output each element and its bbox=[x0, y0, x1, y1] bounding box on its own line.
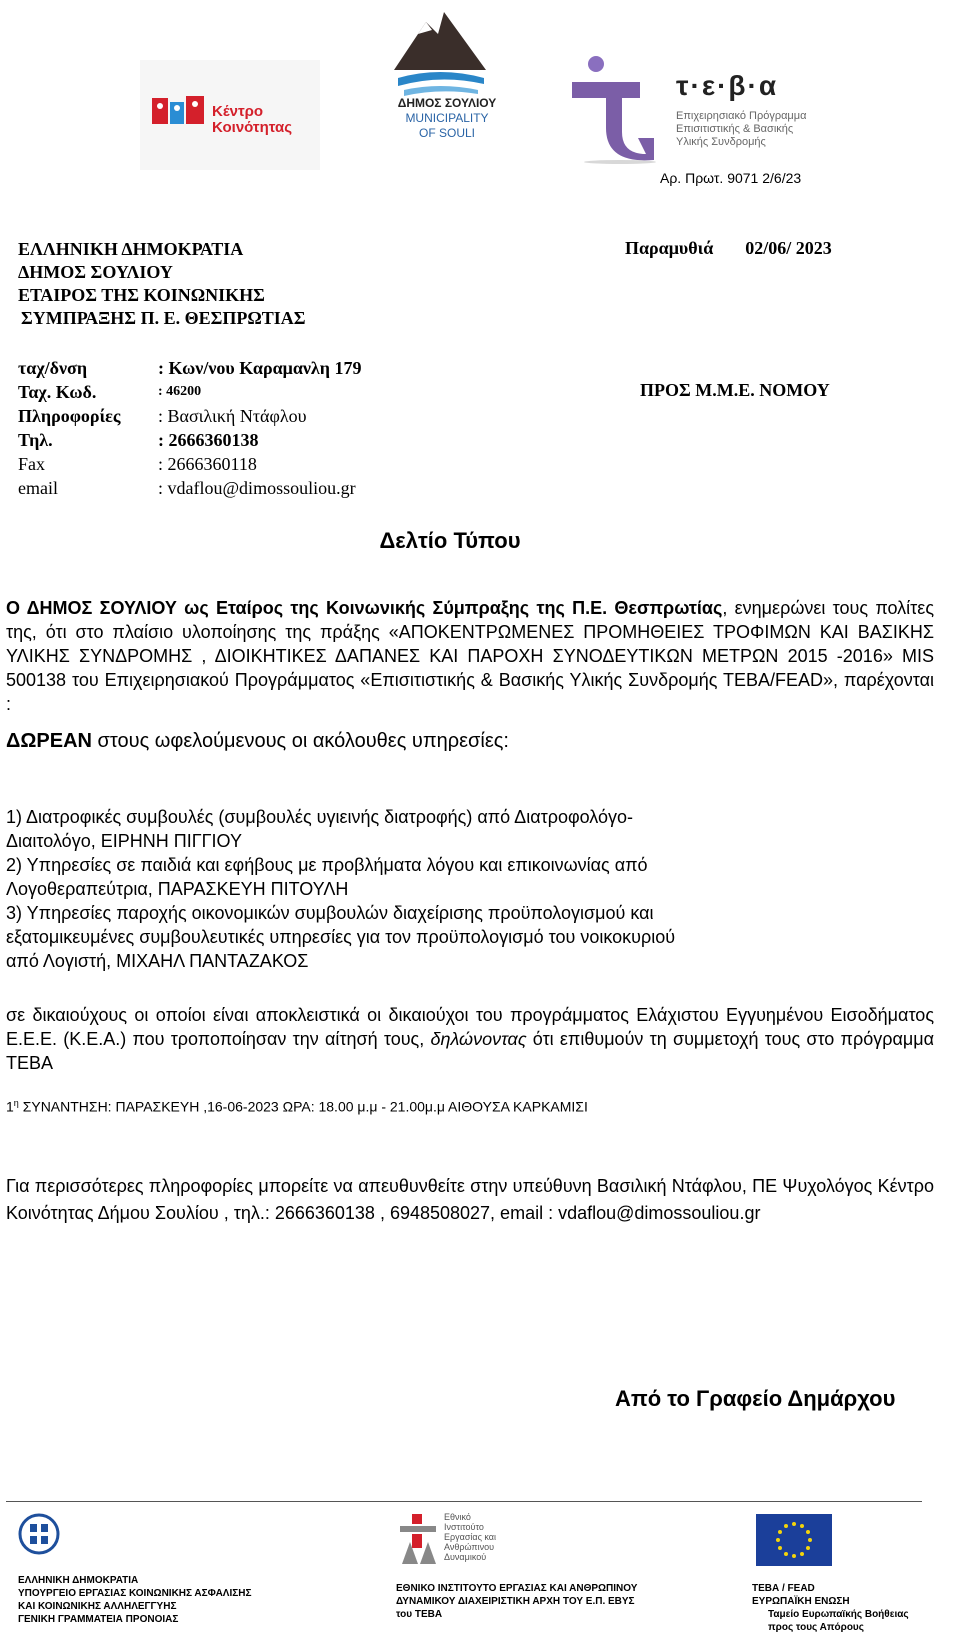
teva-subtitle bbox=[676, 110, 806, 149]
contact-value: : 2666360138 bbox=[158, 430, 259, 450]
eligibility-after: ότι επιθυμούν τη συμμετοχή τους στο πρόγραμμα ΤΕΒΑ bbox=[6, 1029, 935, 1073]
intro-rest: , ενημερώνει τους πολίτες της, ότι στο πλαίσιο υλοποίησης της πράξης «ΑΠΟΚΕΝΤΡΩΜΕΝΕΣ ΠΡΟΜΗΘΕΙΕΣ ΤΡΟΦΙΜΩΝ ΚΑΙ ΒΑΣΙΚΗΣ ΥΛΙΚΗΣ ΣΥΝΔΡΟΜΗΣ , ΔΙΟΙΚΗΤΙΚΕΣ ΔΑΠΑΝΕΣ ΚΑΙ ΠΑΡΟΧΗ ΣΥΝΟΔΕΥΤΙΚΩΝ ΜΕΤΡΩΝ 2015 -2016» MIS 500138 του Επιχειρησιακού Προγράμματος «Επισιτιστικής & Βασικής Υλικής Συνδρομής ΤΕΒΑ/FEAD», παρέχονται : bbox=[6, 598, 934, 714]
kentro-koinotitas-text bbox=[212, 104, 292, 136]
sender-line-4: ΣΥΜΠΡΑΞΗΣ Π. Ε. ΘΕΣΠΡΩΤΙΑΣ bbox=[21, 308, 306, 328]
sender-line-3: ΕΤΑΙΡΟΣ ΤΗΣ ΚΟΙΝΩΝΙΚΗΣ bbox=[18, 285, 265, 305]
teva-sub-line-3: Υλικής Συνδρομής bbox=[676, 136, 766, 148]
meeting-info bbox=[6, 1098, 588, 1115]
footer-right-line: ΕΥΡΩΠΑΪΚΗ ΕΝΩΣΗ bbox=[752, 1596, 850, 1607]
meeting-sup: η bbox=[13, 1098, 19, 1108]
info-paragraph: Για περισσότερες πληροφορίες μπορείτε να απευθυνθείτε στην υπεύθυνη Βασιλική Ντάφλου, ΠΕ Ψυχολόγος Κέντρο Κοινότητας Δήμου Σουλίου , τηλ.: 2666360138 , 6948508027, email : vdaflou@dimossouliou.gr bbox=[6, 1176, 934, 1223]
contact-value: : 2666360118 bbox=[158, 454, 257, 474]
contact-value: : Κων/νου Καραμανλη 179 bbox=[158, 358, 362, 378]
contact-label: Fax bbox=[18, 454, 45, 474]
footer-right-line: ΤΕΒΑ / FEAD bbox=[752, 1583, 815, 1594]
intro-bold: Ο ΔΗΜΟΣ ΣΟΥΛΙΟΥ ως Εταίρος της Κοινωνικής Σύμπραξης της Π.Ε. Θεσπρωτίας bbox=[6, 598, 723, 618]
teva-name: τ·ε·β·α bbox=[676, 70, 779, 101]
eligibility-paragraph bbox=[6, 1003, 934, 1075]
kentro-line-2: Κοινότητας bbox=[212, 119, 293, 136]
kentro-koinotitas-logo bbox=[150, 92, 208, 128]
eiead-line: Εργασίας και bbox=[444, 1532, 497, 1542]
eiead-logo-text bbox=[444, 1512, 496, 1562]
footer-mid-line: ΔΥΝΑΜΙΚΟΥ ΔΙΑΧΕΙΡΙΣΤΙΚΗ ΑΡΧΗ ΤΟΥ Ε.Π. ΕΒΥΣ bbox=[396, 1596, 635, 1607]
service-line: Διαιτολόγο, ΕΙΡΗΝΗ ΠΙΓΓΙΟΥ bbox=[6, 831, 242, 851]
footer-institute bbox=[396, 1582, 637, 1621]
footer-left-line: ΚΑΙ ΚΟΙΝΩΝΙΚΗΣ ΑΛΛΗΛΕΓΓΥΗΣ bbox=[18, 1601, 177, 1612]
services-list bbox=[6, 805, 906, 973]
eiead-line: Ινστιτούτο bbox=[444, 1522, 484, 1532]
dimos-souliou-logo-text bbox=[392, 96, 502, 141]
free-bold: ΔΩΡΕΑΝ bbox=[6, 730, 92, 752]
contact-value: : 46200 bbox=[158, 384, 202, 399]
footer-right-sub: προς τους Απόρους bbox=[768, 1622, 864, 1633]
service-item bbox=[6, 901, 906, 973]
footer-left-line: ΓΕΝΙΚΗ ΓΡΑΜΜΑΤΕΙΑ ΠΡΟΝΟΙΑΣ bbox=[18, 1614, 179, 1625]
recipient: ΠΡΟΣ Μ.Μ.Ε. ΝΟΜΟΥ bbox=[640, 380, 830, 400]
contact-label: Τηλ. bbox=[18, 430, 53, 450]
document-title: Δελτίο Τύπου bbox=[379, 528, 521, 553]
contact-label: email bbox=[18, 478, 58, 498]
service-item bbox=[6, 805, 906, 853]
sender-line-2: ΔΗΜΟΣ ΣΟΥΛΙΟΥ bbox=[18, 262, 173, 282]
footer-left-line: ΥΠΟΥΡΓΕΙΟ ΕΡΓΑΣΙΑΣ ΚΟΙΝΩΝΙΚΗΣ ΑΣΦΑΛΙΣΗΣ bbox=[18, 1588, 252, 1599]
free-services-heading bbox=[6, 730, 509, 753]
meeting-text: ΣΥΝΑΝΤΗΣΗ: ΠΑΡΑΣΚΕΥΗ ,16-06-2023 ΩΡΑ: 18.00 μ.μ - 21.00μ.μ ΑΙΘΟΥΣΑ ΚΑΡΚΑΜΙΣΙ bbox=[18, 1098, 588, 1115]
service-line: 2) Υπηρεσίες σε παιδιά και εφήβους με προβλήματα λόγου και επικοινωνίας από bbox=[6, 855, 648, 875]
teva-figure-logo bbox=[570, 52, 670, 164]
sender-line-1: ΕΛΛΗΝΙΚΗ ΔΗΜΟΚΡΑΤΙΑ bbox=[18, 239, 244, 259]
sender-header bbox=[18, 238, 306, 330]
service-line: Λογοθεραπεύτρια, ΠΑΡΑΣΚΕΥΗ ΠΙΤΟΥΛΗ bbox=[6, 879, 349, 899]
greek-coat-of-arms bbox=[18, 1512, 60, 1556]
meeting-num: 1 bbox=[6, 1098, 14, 1115]
intro-paragraph bbox=[6, 596, 934, 716]
place-date bbox=[625, 238, 832, 259]
footer-right-sub: Ταμείο Ευρωπαϊκής Βοήθειας bbox=[768, 1609, 909, 1620]
dimos-line-3: OF SOULI bbox=[418, 126, 475, 140]
footer-left-line: ΕΛΛΗΝΙΚΗ ΔΗΜΟΚΡΑΤΙΑ bbox=[18, 1575, 139, 1586]
service-item bbox=[6, 853, 906, 901]
footer-mid-line: ΕΘΝΙΚΟ ΙΝΣΤΙΤΟΥΤΟ ΕΡΓΑΣΙΑΣ ΚΑΙ ΑΝΘΡΩΠΙΝΟΥ bbox=[396, 1583, 638, 1594]
place: Παραμυθιά bbox=[625, 238, 714, 258]
contact-value: : Βασιλική Ντάφλου bbox=[158, 406, 307, 426]
dimos-line-2: MUNICIPALITY bbox=[405, 111, 489, 125]
eligibility-italic: δηλώνοντας bbox=[430, 1029, 527, 1049]
protocol-number: Αρ. Πρωτ. 9071 2/6/23 bbox=[660, 170, 802, 186]
footer-ministry bbox=[18, 1574, 251, 1626]
footer-divider bbox=[6, 1501, 922, 1502]
contact-label: Ταχ. Κωδ. bbox=[18, 382, 97, 402]
eiead-line: Δυναμικού bbox=[444, 1552, 487, 1562]
signoff: Από το Γραφείο Δημάρχου bbox=[615, 1386, 896, 1411]
eiead-line: Ανθρώπινου bbox=[444, 1542, 495, 1552]
contact-label: ταχ/δνση bbox=[18, 358, 88, 378]
service-line: 3) Υπηρεσίες παροχής οικονομικών συμβουλών διαχείρισης προϋπολογισμού και bbox=[6, 903, 654, 923]
date: 02/06/ 2023 bbox=[745, 238, 832, 258]
service-line: από Λογιστή, ΜΙΧΑΗΛ ΠΑΝΤΑΖΑΚΟΣ bbox=[6, 951, 309, 971]
free-rest: στους ωφελούμενους οι ακόλουθες υπηρεσίες: bbox=[91, 730, 509, 752]
footer-mid-line: του ΤΕΒΑ bbox=[396, 1609, 443, 1620]
footer-eu bbox=[752, 1582, 909, 1634]
teva-sub-line-1: Επιχειρησιακό Πρόγραμμα bbox=[676, 110, 807, 122]
teva-sub-line-2: Επισιτιστικής & Βασικής bbox=[676, 123, 794, 135]
mountain-logo bbox=[392, 8, 488, 98]
eiead-logo bbox=[398, 1512, 442, 1566]
eiead-line: Εθνικό bbox=[444, 1512, 471, 1522]
service-line: 1) Διατροφικές συμβουλές (συμβουλές υγιεινής διατροφής) από Διατροφολόγο- bbox=[6, 807, 634, 827]
service-line: εξατομικευμένες συμβουλευτικές υπηρεσίες για τον προϋπολογισμό του νοικοκυριού bbox=[6, 927, 676, 947]
eligibility-before: σε δικαιούχους οι οποίοι είναι αποκλειστικά οι δικαιούχοι του προγράμματος Ελάχιστου Εγγυημένου Εισοδήματος Ε.Ε.Ε. (Κ.Ε.Α.) που τροποποίησαν την αίτησή τους, bbox=[6, 1005, 934, 1049]
eu-stars-icon bbox=[756, 1514, 832, 1566]
kentro-line-1: Κέντρο bbox=[212, 103, 264, 120]
eu-flag bbox=[756, 1514, 832, 1566]
dimos-line-1: ΔΗΜΟΣ ΣΟΥΛΙΟΥ bbox=[397, 96, 497, 110]
contact-label: Πληροφορίες bbox=[18, 406, 121, 426]
contact-value: : vdaflou@dimossouliou.gr bbox=[158, 478, 356, 498]
